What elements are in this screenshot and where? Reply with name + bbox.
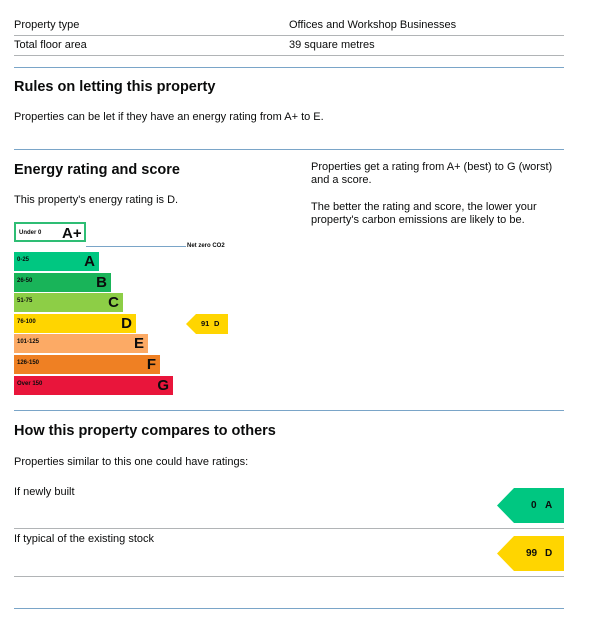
rules-text: Properties can be let if they have an energy rating from A+ to E.: [14, 111, 324, 123]
energy-heading: Energy rating and score: [14, 162, 180, 178]
property-type-label: Property type: [14, 19, 80, 31]
net-zero-line: [86, 246, 186, 247]
divider: [14, 35, 564, 36]
divider: [14, 576, 564, 577]
section-divider: [14, 410, 564, 411]
net-zero-label: Net zero CO2: [187, 243, 225, 249]
band-range: 76-100: [17, 318, 36, 325]
energy-side-text-1: Properties get a rating from A+ (best) to G (worst) and a score.: [311, 161, 553, 186]
band-f: [14, 355, 160, 374]
band-letter: A: [84, 253, 95, 270]
band-letter: G: [157, 376, 169, 394]
divider: [14, 528, 564, 529]
band-range: 51-75: [17, 298, 33, 305]
compare-row-score: 99: [526, 548, 538, 559]
compare-row-score: 0: [531, 500, 537, 511]
current-letter: D: [214, 319, 220, 328]
band-letter: E: [133, 335, 144, 353]
compare-heading: How this property compares to others: [14, 423, 276, 439]
floor-area-label: Total floor area: [14, 39, 87, 51]
band-range: 0-25: [17, 257, 30, 263]
compare-row-label: If typical of the existing stock: [14, 533, 155, 545]
floor-area-value: 39 square metres: [289, 39, 375, 51]
property-type-value: Offices and Workshop Businesses: [289, 19, 457, 31]
divider: [14, 55, 564, 56]
band-letter: D: [121, 314, 132, 332]
band-letter: C: [108, 294, 119, 312]
current-score: 91: [201, 319, 210, 328]
band-g: [14, 376, 173, 395]
band-aplus: [14, 222, 86, 242]
section-divider: [14, 608, 564, 609]
band-b: [14, 273, 111, 292]
energy-side-text-2: The better the rating and score, the lower your property's carbon emissions are likely to be.: [311, 201, 537, 226]
band-range: 101-125: [17, 339, 40, 346]
compare-row-letter: D: [545, 548, 553, 559]
band-letter: B: [96, 273, 107, 291]
rules-heading: Rules on letting this property: [14, 79, 216, 95]
section-divider: [14, 149, 564, 150]
band-a: [14, 252, 99, 271]
band-range: 126-150: [17, 360, 40, 366]
band-letter: F: [146, 356, 156, 373]
compare-row-label: If newly built: [14, 486, 75, 498]
compare-row-letter: A: [545, 500, 553, 511]
band-range: Under 0: [19, 230, 42, 236]
band-d: [14, 314, 136, 333]
band-c: [14, 293, 123, 312]
compare-intro: Properties similar to this one could have ratings:: [14, 456, 249, 468]
section-divider: [14, 67, 564, 68]
band-e: [14, 334, 148, 353]
band-range: 26-50: [17, 277, 33, 284]
band-letter: A+: [62, 225, 82, 242]
energy-rating-text: This property's energy rating is D.: [14, 194, 179, 206]
band-range: Over 150: [17, 380, 43, 387]
